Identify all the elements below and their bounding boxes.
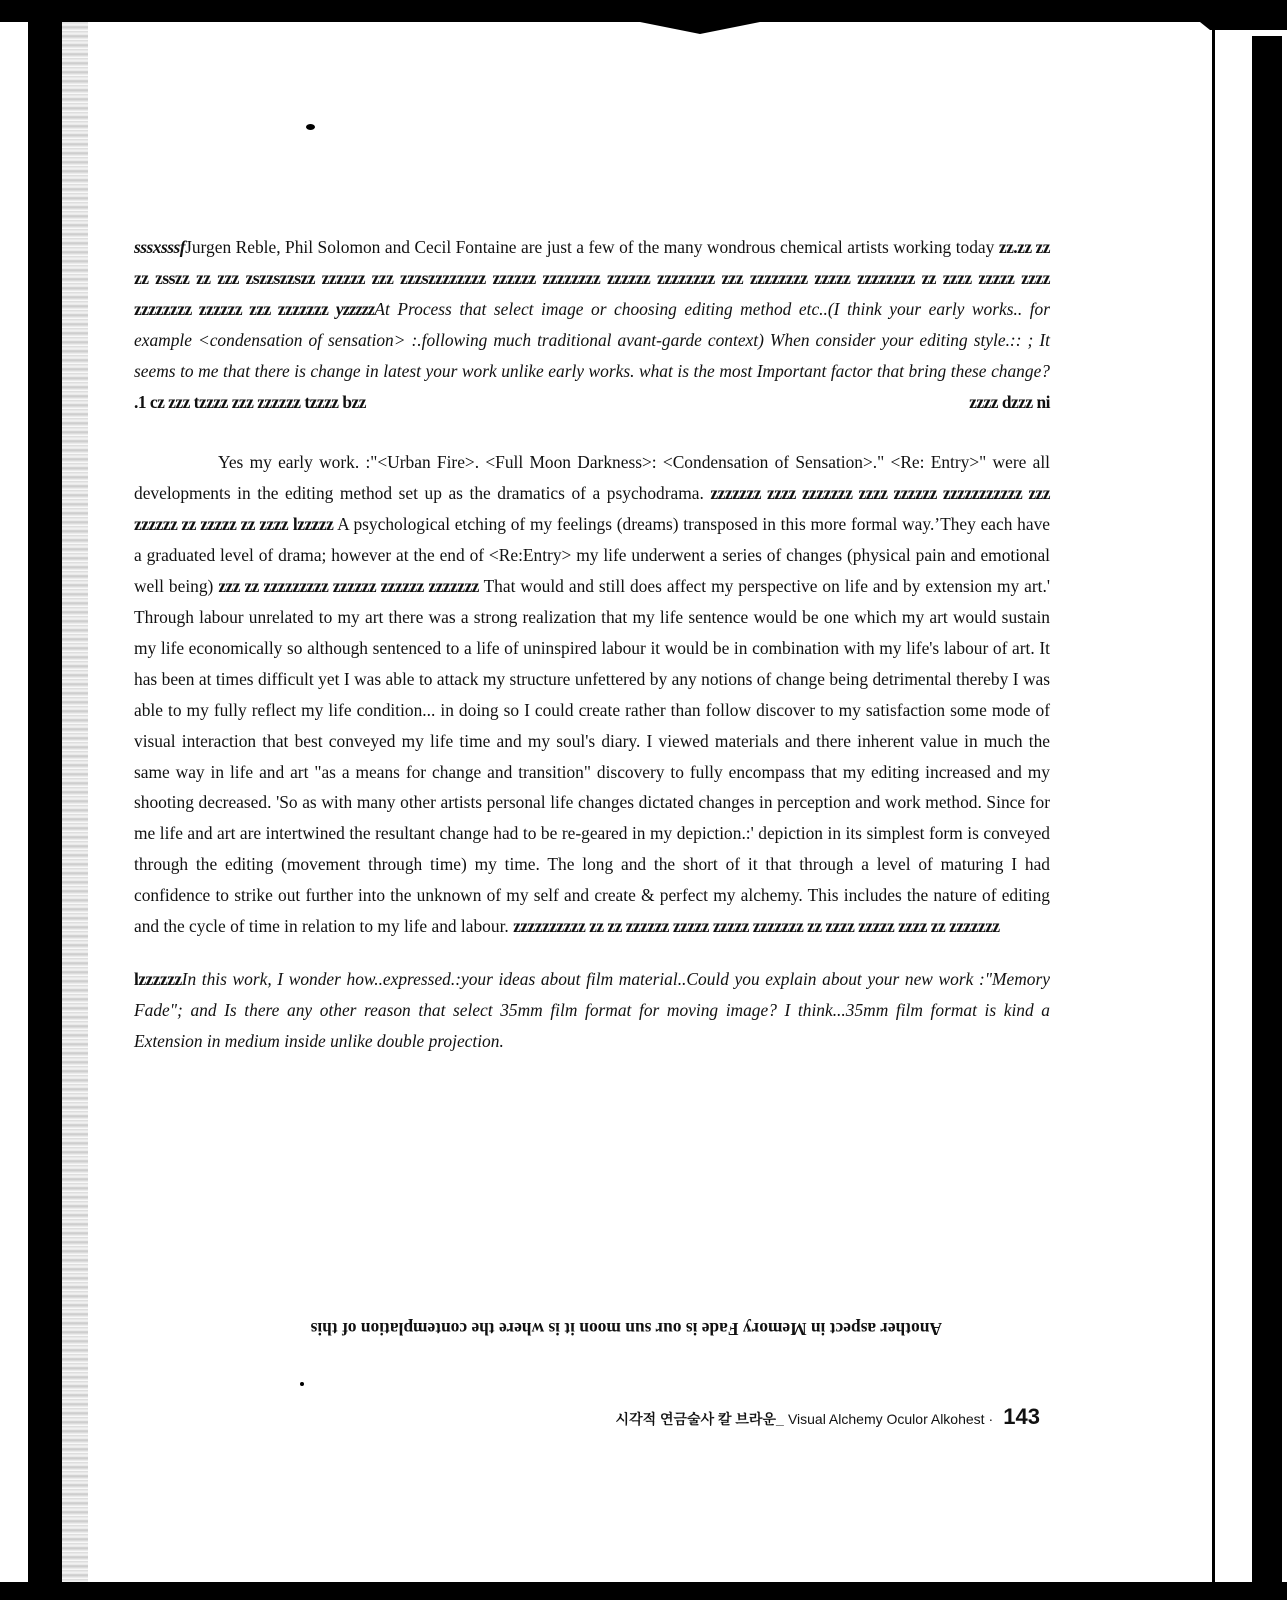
footer-korean-title: 시각적 연금술사 칼 브라운_	[615, 1411, 784, 1427]
interview-answer-1	[134, 447, 1050, 942]
ink-speck	[300, 1382, 304, 1386]
article-body	[134, 232, 1050, 1057]
page-footer	[540, 1404, 1040, 1430]
bleed-through-text: lzzzzzz	[134, 968, 182, 989]
answer-text: That would and still does affect my perspective on life and by extension my art.' Through labour unrelated to my art there was a strong realization that my life sentence would be one which my art would sustain my life economically so although sentenced to a life of uninspired labour it would be in combination with my life's labour of art. It has been at times difficult yet I was able to attack my structure unfettered by any notions of change being detrimental thereby I was able to my fully reflect my life condition... in doing so I could create rather than follow discover to my satisfaction some mode of visual interaction that best conveyed my life time and my soul's diary. I viewed materials and there inherent value in much the same way in life and art "as a means for change and transition" discovery to fully encompass that my editing increased and my shooting decreased. 'So as with many other artists personal life changes dictated changes in perception and work method. Since for me life and art are intertwined the resultant change had to be re-geared in my depiction.:' depiction in its simplest form is conveyed through the editing (movement through time) my time. The long and the short of it that through a level of maturing I had confidence to strike out further into the unknown of my self and create & perfect my alchemy. This includes the nature of editing and the cycle of time in relation to my life and labour.	[134, 576, 1050, 937]
page-edge-line	[1212, 30, 1215, 1582]
question-text: Jurgen Reble, Phil Solomon and Cecil Fontaine are just a few of the many wondrous chemical artists working today	[185, 237, 999, 257]
question-italic-text: At Process that select image or choosing editing method etc..(I think your early works.. for example <condensation of sensation> :.following much traditional avant-garde context) When consider your editing style.:: ; It seems to me that there is change in latest your work unlike early works. what is the most Important factor that bring these change?	[134, 298, 1050, 381]
scan-border-right	[1252, 36, 1282, 1582]
scan-border-notch	[0, 0, 1287, 34]
answer-text: A psychological etching of my feelings (dreams) transposed in this more formal way.’They each have a graduated level of drama; however at the end of <Re:Entry> my life underwent a series of changes (physical pain and emotional well being)	[134, 514, 1050, 597]
bleed-through-text: .1 cz zzz tzzzz zzz zzzzzz tzzzz bzz	[134, 391, 366, 412]
bleed-through-text: sssxsssf	[134, 237, 186, 257]
bleed-through-text: lzzzzz	[292, 514, 334, 535]
bleed-through-text: zzzzzzz zzzz zzzzzzz zzzz zzzzzz zzzzzzzzzzz zzz zzzzzz zz zzzzz zz zzzz	[134, 483, 1050, 535]
page-number: 143	[1003, 1404, 1040, 1429]
footer-english-title: Visual Alchemy Oculor Alkohest ·	[787, 1411, 994, 1427]
interview-question-2	[134, 964, 1050, 1057]
bleed-through-text: zzzzzzzzzz zz zz zzzzzz zzzzz zzzzz zzzzzzz zz zzzz zzzzz zzzz zz zzzzzzz	[513, 916, 1000, 937]
scan-border-left	[28, 22, 62, 1582]
answer-text: Yes my early work. :"<Urban Fire>. <Full Moon Darkness>: <Condensation of Sensation>." <Re: Entry>" were all developments in the editing method set up as the dramatics of a psychodrama.	[134, 452, 1050, 504]
scan-border-bottom	[0, 1582, 1287, 1600]
ink-speck	[306, 124, 315, 130]
bleed-through-text: yzzzzz	[335, 298, 375, 319]
bleed-through-text: zz.zz zz zz zsszz zz zzz zszzszzszz zzzzzz zzz zzzszzzzzzzz zzzzzz zzzzzzzz zzzzzz zzzzzzzz zzz zzzzzzzz zzzzz zzzzzzzz zz zzzz zzzzz zzzz zzzzzzzz zzzzzz zzz zzzzzzz	[134, 237, 1050, 319]
interview-question-1	[134, 232, 1050, 417]
question-text: In this work, I wonder how..expressed.:your ideas about film material..Could you explain about your new work :"Memory Fade"; and Is there any other reason that select 35mm film format for moving image? I think...35mm film format is kind a Extension in medium inside unlike double projection.	[134, 968, 1050, 1051]
bleed-through-text: zzz zz zzzzzzzzz zzzzzz zzzzzz zzzzzzz	[218, 576, 479, 597]
mirrored-bleed-through-line: Another aspect in Memory Fade is our sun moon it is where the contemplation of this	[310, 1319, 942, 1339]
page-gutter-shadow	[62, 22, 88, 1582]
bleed-through-text: zzzz dzzz ni	[969, 391, 1050, 412]
